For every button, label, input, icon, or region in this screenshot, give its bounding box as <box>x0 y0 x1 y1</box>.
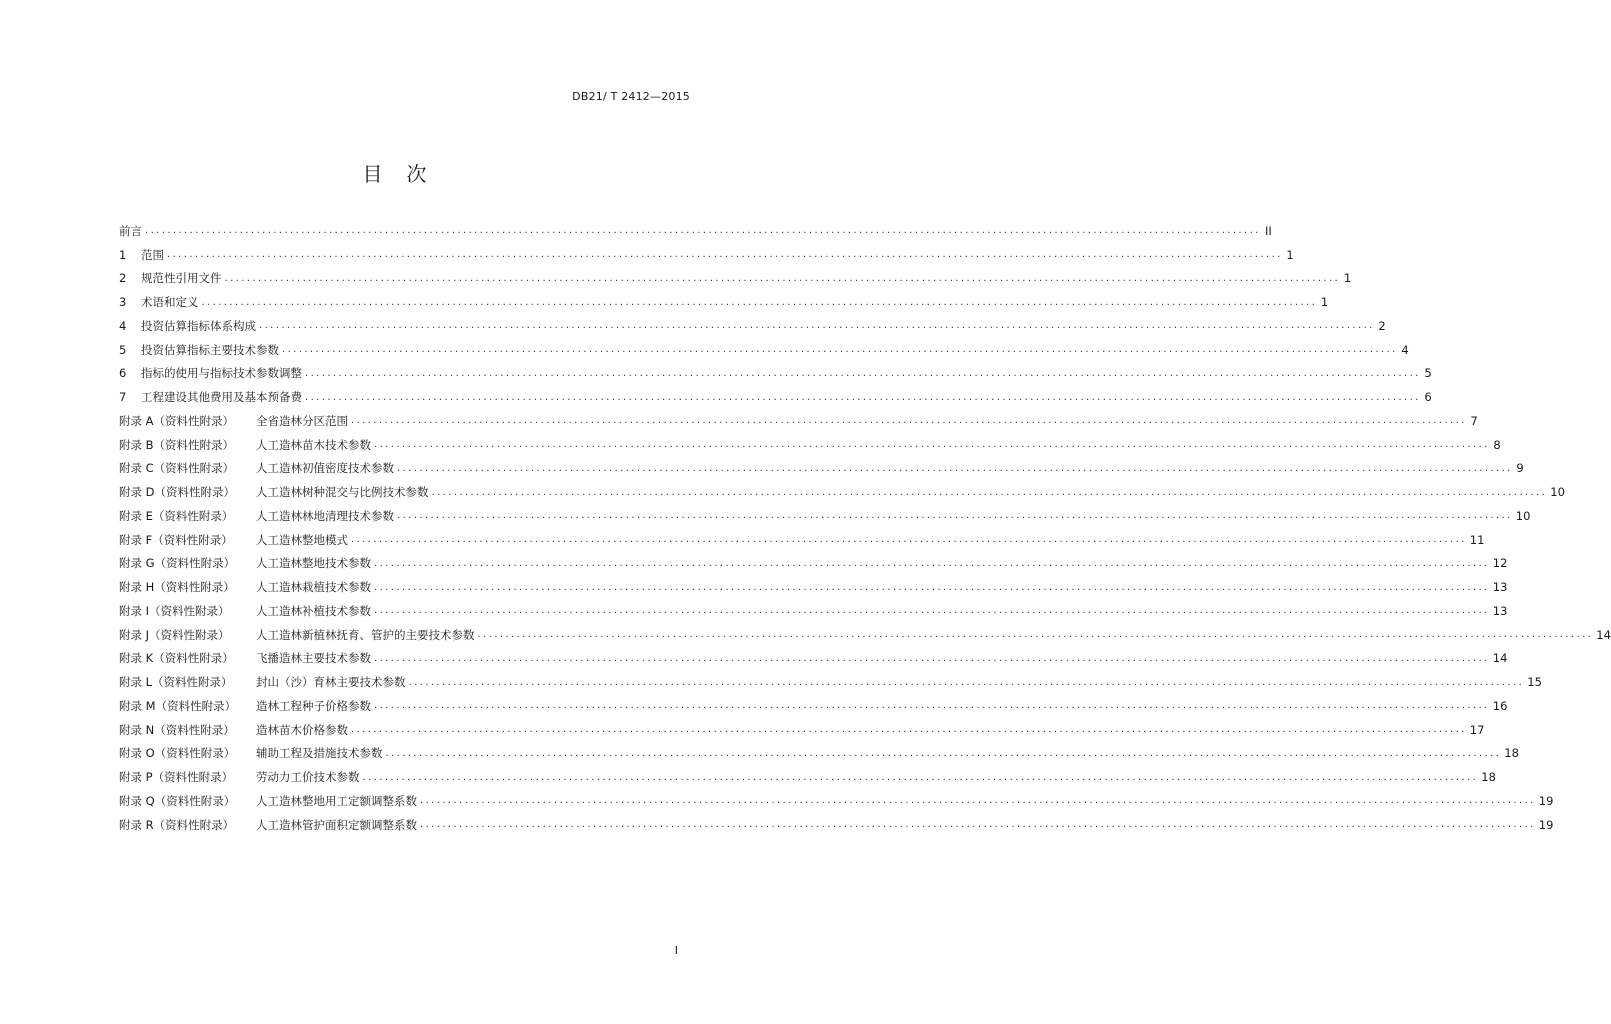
toc-entry[interactable] <box>119 243 1294 267</box>
toc-entry-page-number: 16 <box>1492 698 1508 713</box>
toc-entry-number: 5 <box>119 342 127 357</box>
toc-entry-appendix-label: 附录 K（资料性附录） <box>119 651 234 666</box>
toc-entry-number: 3 <box>119 295 127 310</box>
toc-entry-title: 投资估算指标主要技术参数 <box>141 342 279 357</box>
toc-entry-title: 人工造林管护面积定额调整系数 <box>256 817 417 832</box>
toc-entry[interactable] <box>119 528 1485 552</box>
toc-entry-title: 封山（沙）育林主要技术参数 <box>256 675 406 690</box>
toc-entry-page-number: 11 <box>1469 532 1485 547</box>
toc-entry-appendix-label: 附录 F（资料性附录） <box>119 532 233 547</box>
toc-entry-page-number: 14 <box>1492 651 1508 666</box>
toc-leader-dots: ........................................................................................................................................................................................................ <box>224 272 1341 284</box>
toc-entry-appendix-label: 附录 E（资料性附录） <box>119 508 234 523</box>
toc-entry-appendix-label: 附录 H（资料性附录） <box>119 580 235 595</box>
toc-entry-title: 人工造林初值密度技术参数 <box>256 461 394 476</box>
toc-entry-title: 规范性引用文件 <box>141 271 222 286</box>
toc-leader-dots: ........................................................................................................................................................................................................ <box>374 581 1490 593</box>
toc-entry-appendix-label: 附录 R（资料性附录） <box>119 817 235 832</box>
toc-entry-title: 劳动力工价技术参数 <box>256 770 360 785</box>
toc-entry-page-number: 18 <box>1504 746 1519 761</box>
toc-leader-dots: ........................................................................................................................................................................................................ <box>305 367 1421 379</box>
toc-entry[interactable] <box>119 290 1329 314</box>
toc-entry-title: 人工造林整地模式 <box>256 532 348 547</box>
toc-leader-dots: ........................................................................................................................................................................................................ <box>374 557 1490 569</box>
toc-entry-page-number: 12 <box>1492 556 1508 571</box>
toc-entry-title: 全省造林分区范围 <box>256 413 348 428</box>
toc-entry[interactable] <box>119 219 1272 243</box>
toc-entry-page-number: 13 <box>1492 580 1508 595</box>
toc-leader-dots: ........................................................................................................................................................................................................ <box>431 486 1548 498</box>
toc-entry-page-number: 6 <box>1424 390 1432 405</box>
toc-leader-dots: ........................................................................................................................................................................................................ <box>167 249 1283 261</box>
toc-leader-dots: ........................................................................................................................................................................................................ <box>374 652 1490 664</box>
toc-entry[interactable] <box>119 623 1611 647</box>
toc-entry-page-number: 2 <box>1378 318 1386 333</box>
toc-entry-page-number: 8 <box>1493 437 1501 452</box>
toc-entry-title: 人工造林整地用工定额调整系数 <box>256 793 417 808</box>
toc-entry-title: 术语和定义 <box>141 295 199 310</box>
toc-entry-number: 2 <box>119 271 127 286</box>
toc-leader-dots: ........................................................................................................................................................................................................ <box>145 225 1261 237</box>
toc-entry-page-number: 19 <box>1538 793 1554 808</box>
toc-leader-dots: ........................................................................................................................................................................................................ <box>420 819 1536 831</box>
toc-entry-page-number: 19 <box>1538 817 1554 832</box>
toc-entry[interactable] <box>119 789 1554 813</box>
document-code: DB21/ T 2412—2015 <box>572 90 690 103</box>
toc-entry[interactable] <box>119 765 1496 789</box>
toc-leader-dots: ........................................................................................................................................................................................................ <box>397 510 1513 522</box>
toc-entry-page-number: 9 <box>1516 461 1524 476</box>
toc-entry-appendix-label: 附录 G（资料性附录） <box>119 556 236 571</box>
toc-entry-page-number: 10 <box>1550 485 1565 500</box>
page-title: 目 次 <box>362 162 429 186</box>
toc-leader-dots: ........................................................................................................................................................................................................ <box>374 700 1490 712</box>
toc-entry-number: 4 <box>119 318 127 333</box>
table-of-contents <box>119 219 1611 837</box>
toc-entry-title: 前言 <box>119 223 142 238</box>
toc-entry-title: 工程建设其他费用及基本预备费 <box>141 390 302 405</box>
toc-leader-dots: ........................................................................................................................................................................................................ <box>201 296 1318 308</box>
toc-entry-appendix-label: 附录 C（资料性附录） <box>119 461 235 476</box>
toc-leader-dots: ........................................................................................................................................................................................................ <box>351 724 1467 736</box>
toc-entry[interactable] <box>119 694 1508 718</box>
toc-entry[interactable] <box>119 670 1542 694</box>
toc-entry[interactable] <box>119 599 1508 623</box>
toc-leader-dots: ........................................................................................................................................................................................................ <box>351 415 1467 427</box>
toc-entry-title: 辅助工程及措施技术参数 <box>256 746 383 761</box>
toc-leader-dots: ........................................................................................................................................................................................................ <box>362 771 1479 783</box>
toc-leader-dots: ........................................................................................................................................................................................................ <box>305 391 1421 403</box>
toc-entry[interactable] <box>119 385 1432 409</box>
toc-entry-page-number: 18 <box>1481 770 1496 785</box>
toc-entry-page-number: 5 <box>1424 366 1432 381</box>
toc-entry[interactable] <box>119 267 1352 291</box>
toc-entry[interactable] <box>119 433 1501 457</box>
toc-leader-dots: ........................................................................................................................................................................................................ <box>374 439 1490 451</box>
toc-leader-dots: ........................................................................................................................................................................................................ <box>397 462 1513 474</box>
toc-entry-title: 人工造林林地清理技术参数 <box>256 508 394 523</box>
toc-entry[interactable] <box>119 338 1409 362</box>
toc-entry-page-number: 1 <box>1343 271 1352 286</box>
toc-leader-dots: ........................................................................................................................................................................................................ <box>385 747 1502 759</box>
toc-entry-title: 人工造林树种混交与比例技术参数 <box>256 485 429 500</box>
toc-entry-page-number: 10 <box>1515 508 1531 523</box>
toc-entry-title: 造林苗木价格参数 <box>256 722 348 737</box>
toc-entry-number: 6 <box>119 366 127 381</box>
toc-entry[interactable] <box>119 718 1485 742</box>
toc-entry-title: 造林工程种子价格参数 <box>256 698 371 713</box>
toc-entry-title: 人工造林栽植技术参数 <box>256 580 371 595</box>
toc-entry-page-number: 7 <box>1470 413 1478 428</box>
toc-entry-appendix-label: 附录 J（资料性附录） <box>119 627 230 642</box>
toc-entry[interactable] <box>119 552 1508 576</box>
page-number: I <box>674 944 678 957</box>
toc-leader-dots: ........................................................................................................................................................................................................ <box>282 344 1398 356</box>
toc-entry-page-number: 17 <box>1469 722 1485 737</box>
toc-entry[interactable] <box>119 504 1531 528</box>
toc-leader-dots: ........................................................................................................................................................................................................ <box>259 320 1375 332</box>
toc-entry[interactable] <box>119 575 1508 599</box>
toc-entry[interactable] <box>119 647 1508 671</box>
toc-entry[interactable] <box>119 480 1565 504</box>
toc-entry-title: 人工造林苗木技术参数 <box>256 437 371 452</box>
toc-leader-dots: ........................................................................................................................................................................................................ <box>374 605 1490 617</box>
toc-entry-number: 7 <box>119 390 127 405</box>
toc-entry[interactable] <box>119 314 1386 338</box>
toc-entry-title: 范围 <box>141 247 164 262</box>
toc-entry-appendix-label: 附录 B（资料性附录） <box>119 437 235 452</box>
toc-entry-page-number: 1 <box>1320 295 1329 310</box>
toc-entry-page-number: 14 <box>1596 627 1611 642</box>
toc-leader-dots: ........................................................................................................................................................................................................ <box>420 795 1536 807</box>
toc-entry-appendix-label: 附录 O（资料性附录） <box>119 746 236 761</box>
toc-entry[interactable] <box>119 457 1524 481</box>
toc-entry-appendix-label: 附录 M（资料性附录） <box>119 698 237 713</box>
toc-entry-title: 人工造林新植林抚育、管护的主要技术参数 <box>256 627 475 642</box>
toc-entry-page-number: 13 <box>1492 603 1508 618</box>
toc-entry-page-number: 1 <box>1286 247 1294 262</box>
toc-entry-title: 指标的使用与指标技术参数调整 <box>141 366 302 381</box>
toc-leader-dots: ........................................................................................................................................................................................................ <box>477 629 1594 641</box>
toc-entry-appendix-label: 附录 P（资料性附录） <box>119 770 234 785</box>
toc-entry-appendix-label: 附录 A（资料性附录） <box>119 413 235 428</box>
toc-entry-page-number: II <box>1264 223 1272 238</box>
toc-entry-page-number: 15 <box>1527 675 1542 690</box>
toc-entry-appendix-label: 附录 N（资料性附录） <box>119 722 235 737</box>
toc-entry[interactable] <box>119 362 1432 386</box>
toc-leader-dots: ........................................................................................................................................................................................................ <box>408 676 1525 688</box>
toc-entry-appendix-label: 附录 L（资料性附录） <box>119 675 233 690</box>
toc-entry-appendix-label: 附录 Q（资料性附录） <box>119 793 236 808</box>
toc-entry-title: 人工造林整地技术参数 <box>256 556 371 571</box>
toc-entry[interactable] <box>119 742 1519 766</box>
toc-entry-appendix-label: 附录 I（资料性附录） <box>119 603 230 618</box>
toc-entry-title: 人工造林补植技术参数 <box>256 603 371 618</box>
toc-leader-dots: ........................................................................................................................................................................................................ <box>351 534 1467 546</box>
toc-entry-number: 1 <box>119 247 127 262</box>
toc-entry-appendix-label: 附录 D（资料性附录） <box>119 485 236 500</box>
toc-entry[interactable] <box>119 409 1478 433</box>
toc-entry[interactable] <box>119 813 1554 837</box>
toc-entry-title: 投资估算指标体系构成 <box>141 318 256 333</box>
toc-entry-title: 飞播造林主要技术参数 <box>256 651 371 666</box>
toc-entry-page-number: 4 <box>1401 342 1409 357</box>
